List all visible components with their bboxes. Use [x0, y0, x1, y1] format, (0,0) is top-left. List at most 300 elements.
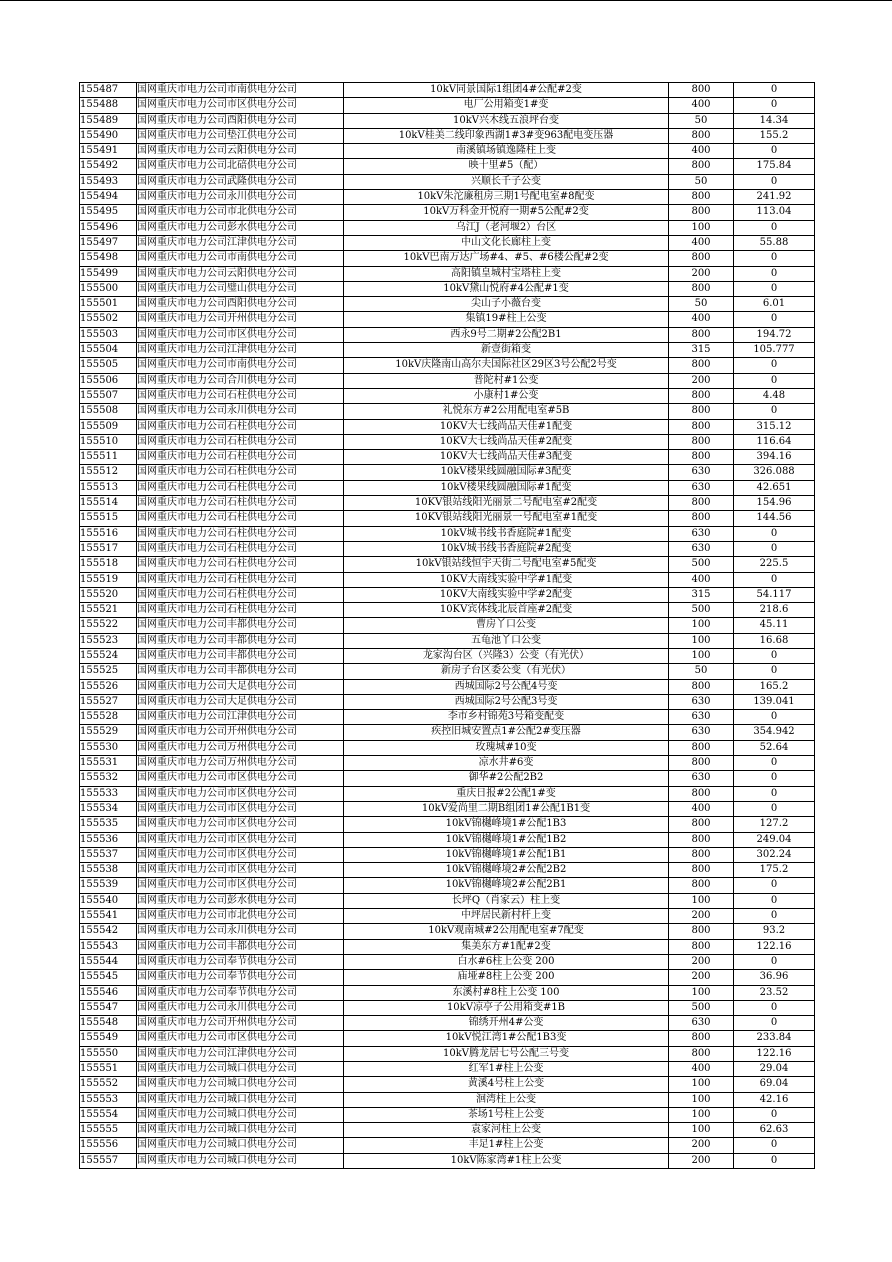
cell-value: 302.24 — [734, 847, 815, 862]
cell-value: 249.04 — [734, 832, 815, 847]
cell-id: 155541 — [80, 909, 137, 924]
cell-value: 0 — [734, 710, 815, 725]
cell-id: 155531 — [80, 756, 137, 771]
cell-transformer-name: 10KV大七线尚品天佳#1配变 — [344, 419, 669, 434]
table-row — [80, 144, 815, 159]
cell-company: 国网重庆市电力公司石柱供电分公司 — [137, 541, 344, 556]
cell-transformer-name: 10kV城书线书香庭院#2配变 — [344, 541, 669, 556]
cell-company: 国网重庆市电力公司云阳供电分公司 — [137, 266, 344, 281]
cell-capacity: 400 — [669, 801, 734, 816]
cell-id: 155492 — [80, 159, 137, 174]
cell-id: 155526 — [80, 679, 137, 694]
cell-value: 116.64 — [734, 434, 815, 449]
cell-id: 155517 — [80, 541, 137, 556]
cell-transformer-name: 黄溪4号柱上公变 — [344, 1077, 669, 1092]
cell-id: 155527 — [80, 694, 137, 709]
cell-id: 155500 — [80, 281, 137, 296]
cell-id: 155520 — [80, 587, 137, 602]
cell-id: 155515 — [80, 511, 137, 526]
table-row — [80, 893, 815, 908]
cell-transformer-name: 锦绣开州4#公变 — [344, 1016, 669, 1031]
cell-id: 155490 — [80, 128, 137, 143]
page-top-border — [0, 0, 892, 1]
table-row — [80, 113, 815, 128]
table-row — [80, 327, 815, 342]
cell-capacity: 400 — [669, 1062, 734, 1077]
cell-transformer-name: 西城国际2号公配3号变 — [344, 694, 669, 709]
cell-company: 国网重庆市电力公司开州供电分公司 — [137, 312, 344, 327]
cell-transformer-name: 10kV银站线恒宇天街二号配电室#5配变 — [344, 557, 669, 572]
cell-transformer-name: 10kV陈家湾#1柱上公变 — [344, 1153, 669, 1168]
cell-company: 国网重庆市电力公司城口供电分公司 — [137, 1077, 344, 1092]
cell-id: 155530 — [80, 740, 137, 755]
cell-capacity: 800 — [669, 1031, 734, 1046]
cell-value: 93.2 — [734, 924, 815, 939]
cell-value: 315.12 — [734, 419, 815, 434]
cell-value: 175.2 — [734, 863, 815, 878]
cell-value: 175.84 — [734, 159, 815, 174]
cell-value: 0 — [734, 1016, 815, 1031]
cell-company: 国网重庆市电力公司石柱供电分公司 — [137, 480, 344, 495]
cell-transformer-name: 高阳镇皇城村宝塔柱上变 — [344, 266, 669, 281]
cell-transformer-name: 10kV兴木线五浪坪台变 — [344, 113, 669, 128]
cell-capacity: 800 — [669, 817, 734, 832]
table-row — [80, 694, 815, 709]
table-row — [80, 863, 815, 878]
cell-transformer-name: 重庆日报#2公配1#变 — [344, 786, 669, 801]
cell-capacity: 800 — [669, 128, 734, 143]
table-row — [80, 388, 815, 403]
cell-value: 0 — [734, 373, 815, 388]
cell-value: 0 — [734, 526, 815, 541]
table-row — [80, 251, 815, 266]
table-row — [80, 618, 815, 633]
cell-company: 国网重庆市电力公司城口供电分公司 — [137, 1153, 344, 1168]
cell-value: 0 — [734, 954, 815, 969]
cell-capacity: 500 — [669, 603, 734, 618]
cell-company: 国网重庆市电力公司江津供电分公司 — [137, 235, 344, 250]
table-row — [80, 985, 815, 1000]
cell-capacity: 200 — [669, 954, 734, 969]
cell-value: 194.72 — [734, 327, 815, 342]
cell-company: 国网重庆市电力公司江津供电分公司 — [137, 343, 344, 358]
cell-company: 国网重庆市电力公司丰都供电分公司 — [137, 618, 344, 633]
cell-id: 155534 — [80, 801, 137, 816]
cell-company: 国网重庆市电力公司石柱供电分公司 — [137, 572, 344, 587]
table-row — [80, 266, 815, 281]
cell-company: 国网重庆市电力公司市南供电分公司 — [137, 83, 344, 98]
cell-transformer-name: 10kV锦樾峰境1#公配1B2 — [344, 832, 669, 847]
cell-transformer-name: 10KV大南线实验中学#1配变 — [344, 572, 669, 587]
cell-company: 国网重庆市电力公司城口供电分公司 — [137, 1062, 344, 1077]
cell-transformer-name: 10kV凉亭子公用箱变#1B — [344, 1000, 669, 1015]
cell-transformer-name: 曹房丫口公变 — [344, 618, 669, 633]
cell-capacity: 800 — [669, 511, 734, 526]
cell-value: 0 — [734, 909, 815, 924]
cell-company: 国网重庆市电力公司城口供电分公司 — [137, 1123, 344, 1138]
table-row — [80, 98, 815, 113]
cell-id: 155505 — [80, 358, 137, 373]
table-row — [80, 909, 815, 924]
cell-transformer-name: 10kV同景国际1组团4#公配#2变 — [344, 83, 669, 98]
table-row — [80, 83, 815, 98]
cell-value: 0 — [734, 1000, 815, 1015]
cell-transformer-name: 10kV朱沱廉租房三期1号配电室#8配变 — [344, 190, 669, 205]
cell-transformer-name: 10kV锦樾峰境2#公配2B2 — [344, 863, 669, 878]
cell-id: 155548 — [80, 1016, 137, 1031]
cell-capacity: 800 — [669, 924, 734, 939]
cell-capacity: 800 — [669, 756, 734, 771]
table-row — [80, 235, 815, 250]
cell-transformer-name: 白水#6柱上公变 200 — [344, 954, 669, 969]
cell-company: 国网重庆市电力公司市区供电分公司 — [137, 801, 344, 816]
cell-company: 国网重庆市电力公司市南供电分公司 — [137, 358, 344, 373]
cell-capacity: 400 — [669, 98, 734, 113]
cell-id: 155510 — [80, 434, 137, 449]
cell-id: 155546 — [80, 985, 137, 1000]
cell-value: 0 — [734, 771, 815, 786]
cell-company: 国网重庆市电力公司石柱供电分公司 — [137, 587, 344, 602]
cell-capacity: 100 — [669, 633, 734, 648]
cell-value: 0 — [734, 98, 815, 113]
cell-value: 154.96 — [734, 496, 815, 511]
cell-transformer-name: 洄湾柱上公变 — [344, 1092, 669, 1107]
cell-transformer-name: 龙家沟台区（兴隆3）公变（有光伏） — [344, 648, 669, 663]
cell-value: 0 — [734, 220, 815, 235]
table-row — [80, 970, 815, 985]
cell-company: 国网重庆市电力公司城口供电分公司 — [137, 1107, 344, 1122]
cell-value: 62.63 — [734, 1123, 815, 1138]
cell-transformer-name: 10kV楼果线圆融国际#1配变 — [344, 480, 669, 495]
cell-id: 155549 — [80, 1031, 137, 1046]
table-row — [80, 648, 815, 663]
cell-id: 155523 — [80, 633, 137, 648]
table-row — [80, 1046, 815, 1061]
cell-transformer-name: 10KV银站线阳光丽景二号配电室#2配变 — [344, 496, 669, 511]
cell-id: 155487 — [80, 83, 137, 98]
cell-value: 394.16 — [734, 450, 815, 465]
cell-transformer-name: 尖山子小薇台变 — [344, 297, 669, 312]
cell-transformer-name: 庙垭#8柱上公变 200 — [344, 970, 669, 985]
cell-value: 0 — [734, 174, 815, 189]
cell-id: 155521 — [80, 603, 137, 618]
cell-id: 155547 — [80, 1000, 137, 1015]
cell-value: 45.11 — [734, 618, 815, 633]
cell-value: 113.04 — [734, 205, 815, 220]
cell-id: 155513 — [80, 480, 137, 495]
cell-value: 233.84 — [734, 1031, 815, 1046]
cell-company: 国网重庆市电力公司市区供电分公司 — [137, 786, 344, 801]
table-row — [80, 480, 815, 495]
table-row — [80, 924, 815, 939]
cell-company: 国网重庆市电力公司永川供电分公司 — [137, 404, 344, 419]
cell-capacity: 400 — [669, 572, 734, 587]
cell-id: 155539 — [80, 878, 137, 893]
cell-company: 国网重庆市电力公司奉节供电分公司 — [137, 985, 344, 1000]
cell-id: 155532 — [80, 771, 137, 786]
cell-company: 国网重庆市电力公司开州供电分公司 — [137, 725, 344, 740]
cell-value: 29.04 — [734, 1062, 815, 1077]
cell-company: 国网重庆市电力公司万州供电分公司 — [137, 756, 344, 771]
cell-transformer-name: 10kV观南城#2公用配电室#7配变 — [344, 924, 669, 939]
cell-id: 155501 — [80, 297, 137, 312]
cell-value: 0 — [734, 83, 815, 98]
cell-id: 155514 — [80, 496, 137, 511]
cell-transformer-name: 10kV悦江湾1#公配1B3变 — [344, 1031, 669, 1046]
cell-capacity: 800 — [669, 327, 734, 342]
cell-capacity: 100 — [669, 893, 734, 908]
cell-id: 155522 — [80, 618, 137, 633]
table-row — [80, 878, 815, 893]
cell-id: 155508 — [80, 404, 137, 419]
cell-capacity: 50 — [669, 664, 734, 679]
cell-transformer-name: 10kV巴南万达广场#4、#5、#6楼公配#2变 — [344, 251, 669, 266]
cell-company: 国网重庆市电力公司江津供电分公司 — [137, 710, 344, 725]
cell-id: 155540 — [80, 893, 137, 908]
cell-company: 国网重庆市电力公司云阳供电分公司 — [137, 144, 344, 159]
table-row — [80, 496, 815, 511]
cell-transformer-name: 五龟池丫口公变 — [344, 633, 669, 648]
cell-company: 国网重庆市电力公司市北供电分公司 — [137, 909, 344, 924]
table-row — [80, 511, 815, 526]
cell-transformer-name: 李市乡村锦苑3号箱变配变 — [344, 710, 669, 725]
table-row — [80, 190, 815, 205]
cell-value: 54.117 — [734, 587, 815, 602]
cell-value: 0 — [734, 144, 815, 159]
cell-company: 国网重庆市电力公司石柱供电分公司 — [137, 434, 344, 449]
table-row — [80, 281, 815, 296]
table-row — [80, 832, 815, 847]
cell-id: 155543 — [80, 939, 137, 954]
cell-id: 155553 — [80, 1092, 137, 1107]
cell-value: 0 — [734, 572, 815, 587]
cell-id: 155556 — [80, 1138, 137, 1153]
cell-capacity: 630 — [669, 725, 734, 740]
cell-capacity: 800 — [669, 450, 734, 465]
cell-value: 326.088 — [734, 465, 815, 480]
cell-capacity: 630 — [669, 465, 734, 480]
cell-transformer-name: 疾控旧城安置点1#公配2#变压器 — [344, 725, 669, 740]
cell-capacity: 50 — [669, 113, 734, 128]
cell-company: 国网重庆市电力公司市区供电分公司 — [137, 1031, 344, 1046]
table-row — [80, 817, 815, 832]
cell-value: 155.2 — [734, 128, 815, 143]
table-row — [80, 786, 815, 801]
cell-transformer-name: 中山文化长廊柱上变 — [344, 235, 669, 250]
cell-capacity: 100 — [669, 1123, 734, 1138]
cell-capacity: 800 — [669, 388, 734, 403]
table-row — [80, 756, 815, 771]
cell-capacity: 800 — [669, 358, 734, 373]
cell-capacity: 800 — [669, 419, 734, 434]
table-row — [80, 297, 815, 312]
cell-capacity: 400 — [669, 235, 734, 250]
cell-value: 0 — [734, 404, 815, 419]
cell-transformer-name: 10KV大南线实验中学#2配变 — [344, 587, 669, 602]
cell-capacity: 630 — [669, 480, 734, 495]
table-row — [80, 664, 815, 679]
cell-capacity: 100 — [669, 1092, 734, 1107]
cell-capacity: 200 — [669, 970, 734, 985]
cell-transformer-name: 茶场1号柱上公变 — [344, 1107, 669, 1122]
cell-capacity: 500 — [669, 1000, 734, 1015]
cell-id: 155499 — [80, 266, 137, 281]
table-row — [80, 1107, 815, 1122]
cell-transformer-name: 新房子台区委公变（有光伏） — [344, 664, 669, 679]
cell-company: 国网重庆市电力公司市区供电分公司 — [137, 847, 344, 862]
cell-value: 23.52 — [734, 985, 815, 1000]
cell-company: 国网重庆市电力公司垫江供电分公司 — [137, 128, 344, 143]
cell-value: 0 — [734, 266, 815, 281]
cell-capacity: 800 — [669, 863, 734, 878]
cell-value: 0 — [734, 664, 815, 679]
cell-capacity: 800 — [669, 878, 734, 893]
table-row — [80, 710, 815, 725]
cell-capacity: 630 — [669, 1016, 734, 1031]
cell-company: 国网重庆市电力公司市区供电分公司 — [137, 832, 344, 847]
cell-transformer-name: 红军1#柱上公变 — [344, 1062, 669, 1077]
cell-company: 国网重庆市电力公司大足供电分公司 — [137, 694, 344, 709]
cell-value: 0 — [734, 786, 815, 801]
cell-company: 国网重庆市电力公司合川供电分公司 — [137, 373, 344, 388]
cell-id: 155496 — [80, 220, 137, 235]
table-row — [80, 159, 815, 174]
cell-id: 155489 — [80, 113, 137, 128]
cell-value: 42.651 — [734, 480, 815, 495]
cell-value: 36.96 — [734, 970, 815, 985]
table-row — [80, 801, 815, 816]
cell-transformer-name: 10KV银站线阳光丽景一号配电室#1配变 — [344, 511, 669, 526]
cell-transformer-name: 新壹街箱变 — [344, 343, 669, 358]
cell-id: 155537 — [80, 847, 137, 862]
cell-capacity: 100 — [669, 220, 734, 235]
cell-capacity: 800 — [669, 939, 734, 954]
cell-transformer-name: 袁家河柱上公变 — [344, 1123, 669, 1138]
cell-value: 0 — [734, 281, 815, 296]
cell-capacity: 800 — [669, 1046, 734, 1061]
cell-transformer-name: 丰足1#柱上公变 — [344, 1138, 669, 1153]
cell-capacity: 50 — [669, 174, 734, 189]
cell-capacity: 315 — [669, 343, 734, 358]
cell-capacity: 800 — [669, 404, 734, 419]
table-row — [80, 740, 815, 755]
cell-company: 国网重庆市电力公司北碚供电分公司 — [137, 159, 344, 174]
cell-transformer-name: 10kV城书线书香庭院#1配变 — [344, 526, 669, 541]
cell-id: 155528 — [80, 710, 137, 725]
cell-capacity: 800 — [669, 205, 734, 220]
cell-value: 0 — [734, 893, 815, 908]
table-row — [80, 404, 815, 419]
cell-id: 155535 — [80, 817, 137, 832]
cell-id: 155524 — [80, 648, 137, 663]
cell-transformer-name: 普陀村#1公变 — [344, 373, 669, 388]
cell-company: 国网重庆市电力公司永川供电分公司 — [137, 1000, 344, 1015]
cell-capacity: 800 — [669, 251, 734, 266]
cell-capacity: 100 — [669, 1077, 734, 1092]
table-row — [80, 1062, 815, 1077]
cell-capacity: 200 — [669, 1153, 734, 1168]
cell-transformer-name: 御华#2公配2B2 — [344, 771, 669, 786]
cell-company: 国网重庆市电力公司丰都供电分公司 — [137, 664, 344, 679]
table-row — [80, 939, 815, 954]
cell-company: 国网重庆市电力公司万州供电分公司 — [137, 740, 344, 755]
cell-value: 144.56 — [734, 511, 815, 526]
cell-capacity: 800 — [669, 740, 734, 755]
cell-value: 139.041 — [734, 694, 815, 709]
cell-capacity: 400 — [669, 144, 734, 159]
cell-value: 354.942 — [734, 725, 815, 740]
cell-capacity: 800 — [669, 832, 734, 847]
cell-company: 国网重庆市电力公司市区供电分公司 — [137, 327, 344, 342]
cell-id: 155509 — [80, 419, 137, 434]
cell-id: 155552 — [80, 1077, 137, 1092]
cell-transformer-name: 映十里#5（配） — [344, 159, 669, 174]
cell-id: 155494 — [80, 190, 137, 205]
cell-capacity: 100 — [669, 1107, 734, 1122]
cell-transformer-name: 礼悦东方#2公用配电室#5B — [344, 404, 669, 419]
table-row — [80, 128, 815, 143]
data-table — [79, 82, 815, 1169]
cell-capacity: 315 — [669, 587, 734, 602]
cell-capacity: 630 — [669, 710, 734, 725]
cell-transformer-name: 中坪居民新村杆上变 — [344, 909, 669, 924]
cell-id: 155538 — [80, 863, 137, 878]
cell-id: 155516 — [80, 526, 137, 541]
cell-capacity: 200 — [669, 909, 734, 924]
cell-company: 国网重庆市电力公司城口供电分公司 — [137, 1138, 344, 1153]
cell-value: 165.2 — [734, 679, 815, 694]
cell-capacity: 800 — [669, 190, 734, 205]
cell-capacity: 800 — [669, 281, 734, 296]
cell-transformer-name: 10kV桂美二线印象西湖1#3#变963配电变压器 — [344, 128, 669, 143]
cell-id: 155498 — [80, 251, 137, 266]
cell-capacity: 800 — [669, 679, 734, 694]
cell-id: 155503 — [80, 327, 137, 342]
cell-capacity: 800 — [669, 83, 734, 98]
cell-value: 42.16 — [734, 1092, 815, 1107]
table-row — [80, 847, 815, 862]
cell-transformer-name: 长坪Q（肖家云）柱上变 — [344, 893, 669, 908]
cell-transformer-name: 10kV锦樾峰境1#公配1B1 — [344, 847, 669, 862]
table-row — [80, 603, 815, 618]
table-row — [80, 1031, 815, 1046]
cell-transformer-name: 乌江J（老河堰2）台区 — [344, 220, 669, 235]
cell-id: 155536 — [80, 832, 137, 847]
cell-value: 0 — [734, 358, 815, 373]
cell-transformer-name: 集镇19#柱上公变 — [344, 312, 669, 327]
cell-transformer-name: 电厂公用箱变1#变 — [344, 98, 669, 113]
cell-company: 国网重庆市电力公司酉阳供电分公司 — [137, 113, 344, 128]
cell-id: 155555 — [80, 1123, 137, 1138]
cell-value: 122.16 — [734, 1046, 815, 1061]
cell-company: 国网重庆市电力公司彭水供电分公司 — [137, 220, 344, 235]
cell-id: 155545 — [80, 970, 137, 985]
cell-capacity: 630 — [669, 771, 734, 786]
cell-value: 122.16 — [734, 939, 815, 954]
table-row — [80, 373, 815, 388]
table-row — [80, 358, 815, 373]
cell-company: 国网重庆市电力公司永川供电分公司 — [137, 190, 344, 205]
cell-capacity: 200 — [669, 373, 734, 388]
cell-value: 0 — [734, 251, 815, 266]
cell-company: 国网重庆市电力公司武隆供电分公司 — [137, 174, 344, 189]
cell-company: 国网重庆市电力公司石柱供电分公司 — [137, 603, 344, 618]
cell-company: 国网重庆市电力公司丰都供电分公司 — [137, 633, 344, 648]
table-row — [80, 419, 815, 434]
cell-company: 国网重庆市电力公司石柱供电分公司 — [137, 511, 344, 526]
table-row — [80, 526, 815, 541]
cell-id: 155488 — [80, 98, 137, 113]
